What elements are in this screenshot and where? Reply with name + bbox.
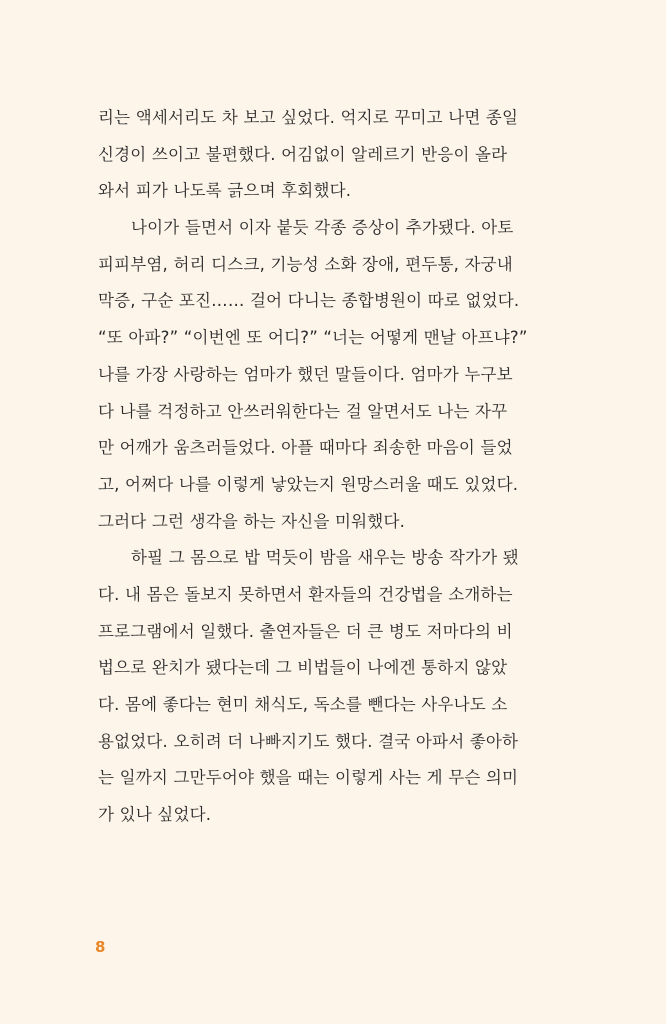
text-line: 와서 피가 나도록 긁으며 후회했다.: [98, 181, 352, 201]
text-line: 신경이 쓰이고 불편했다. 어김없이 알레르기 반응이 올라: [98, 144, 508, 164]
text-line: 피피부염, 허리 디스크, 기능성 소화 장애, 편두통, 자궁내: [98, 254, 513, 274]
text-line: 막증, 구순 포진…… 걸어 다니는 종합병원이 따로 없었다.: [98, 291, 520, 311]
text-line: 리는 액세서리도 차 보고 싶었다. 억지로 꾸미고 나면 종일: [98, 108, 519, 127]
text-line: 다. 내 몸은 돌보지 못하면서 환자들의 건강법을 소개하는: [98, 584, 513, 604]
text-line: “또 아파?” “이번엔 또 어디?” “너는 어떻게 맨날 아프냐?”: [98, 328, 528, 348]
paragraph-start-line: 나이가 들면서 이자 붙듯 각종 증상이 추가됐다. 아토: [131, 218, 514, 238]
text-line: 고, 어쩌다 나를 이렇게 낳았는지 원망스러울 때도 있었다.: [98, 474, 519, 494]
text-line: 가 있나 싶었다.: [98, 805, 212, 825]
paragraph-start-line: 하필 그 몸으로 밥 먹듯이 밤을 새우는 방송 작가가 됐: [131, 548, 519, 568]
text-line: 만 어깨가 움츠러들었다. 아플 때마다 죄송한 마음이 들었: [98, 438, 513, 458]
page-number: 8: [95, 938, 106, 956]
text-line: 용없었다. 오히려 더 나빠지기도 했다. 결국 아파서 좋아하: [98, 731, 519, 751]
body-text: [98, 100, 543, 834]
text-line: 는 일까지 그만두어야 했을 때는 이렇게 사는 게 무슨 의미: [98, 768, 519, 788]
text-line: 다. 몸에 좋다는 현미 채식도, 독소를 뺀다는 사우나도 소: [98, 695, 508, 714]
text-line: 프로그램에서 일했다. 출연자들은 더 큰 병도 저마다의 비: [98, 621, 513, 641]
text-line: 다 나를 걱정하고 안쓰러워한다는 걸 알면서도 나는 자꾸: [98, 401, 508, 421]
text-line: 그러다 그런 생각을 하는 자신을 미워했다.: [98, 511, 406, 531]
text-line: 법으로 완치가 됐다는데 그 비법들이 나에겐 통하지 않았: [98, 658, 508, 678]
text-line: 나를 가장 사랑하는 엄마가 했던 말들이다. 엄마가 누구보: [98, 364, 513, 384]
